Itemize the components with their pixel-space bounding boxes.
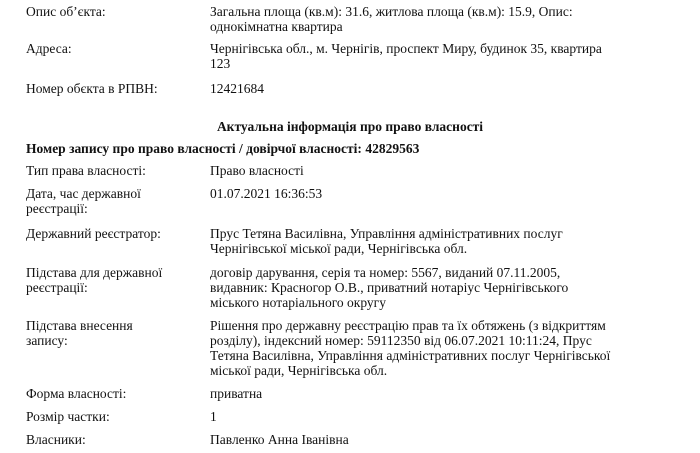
registration-basis-label-line: Підстава для державної — [26, 265, 163, 280]
registration-basis-label — [26, 265, 204, 295]
entry-basis-line: міської ради, Чернігівська обл. — [210, 363, 388, 378]
rpvn-value — [210, 81, 680, 96]
entry-basis-label-line: Підстава внесення — [26, 318, 133, 333]
registrar-line: Прус Тетяна Василівна, Управління адміністративних послуг — [210, 226, 563, 241]
registration-basis-line: міського нотаріального округу — [210, 295, 386, 310]
object-description-value — [210, 4, 680, 34]
record-number: 42829563 — [365, 141, 420, 156]
registration-date-text: 01.07.2021 16:36:53 — [210, 186, 323, 201]
entry-basis-value — [210, 318, 680, 378]
share-size-label: Розмір частки: — [26, 409, 110, 424]
address-line: 123 — [210, 56, 231, 71]
entry-basis-line: Тетяна Василівна, Управління адміністративних послуг Чернігівської — [210, 348, 611, 363]
owners-text: Павленко Анна Іванівна — [210, 432, 349, 447]
ownership-form-value — [210, 386, 680, 401]
entry-basis-label-line: запису: — [26, 333, 68, 348]
entry-basis-label — [26, 318, 204, 348]
entry-basis-line: Рішення про державну реєстрацію прав та їх обтяжень (з відкриттям — [210, 318, 606, 333]
ownership-form-label: Форма власності: — [26, 386, 127, 401]
rpvn-number: 12421684 — [210, 81, 264, 96]
registration-basis-line: договір дарування, серія та номер: 5567, виданий 07.11.2005, — [210, 265, 561, 280]
rpvn-label: Номер обєкта в РПВН: — [26, 81, 158, 96]
object-description-line: однокімнатна квартира — [210, 19, 343, 34]
registration-date-label-line: Дата, час державної — [26, 186, 141, 201]
owners-value — [210, 432, 680, 447]
object-description-label: Опис об’єкта: — [26, 4, 106, 19]
ownership-type-text: Право власності — [210, 163, 304, 178]
owners-label: Власники: — [26, 432, 86, 447]
registrar-value — [210, 226, 680, 256]
address-label: Адреса: — [26, 41, 72, 56]
object-description-line: Загальна площа (кв.м): 31.6, житлова площа (кв.м): 15.9, Опис: — [210, 4, 573, 19]
record-title — [26, 141, 419, 156]
share-size-value — [210, 409, 680, 424]
ownership-type-label: Тип права власності: — [26, 163, 146, 178]
record-label: Номер запису про право власності / довірчої власності: — [26, 141, 362, 156]
registration-basis-label-line: реєстрації: — [26, 280, 88, 295]
ownership-type-value — [210, 163, 680, 178]
registration-basis-value — [210, 265, 680, 310]
registration-date-label-line: реєстрації: — [26, 201, 88, 216]
address-value — [210, 41, 680, 71]
registration-basis-line: видавник: Красногор О.В., приватний нотаріус Чернігівського — [210, 280, 569, 295]
section-title: Актуальна інформація про право власності — [216, 119, 484, 134]
registrar-label: Державний реєстратор: — [26, 226, 161, 241]
registration-date-label — [26, 186, 204, 216]
registrar-line: Чернігівської міської ради, Чернігівська обл. — [210, 241, 468, 256]
registration-date-value — [210, 186, 680, 201]
share-size-text: 1 — [210, 409, 217, 424]
address-line: Чернігівська обл., м. Чернігів, проспект Миру, будинок 35, квартира — [210, 41, 602, 56]
entry-basis-line: розділу), індексний номер: 59112350 від 06.07.2021 10:11:24, Прус — [210, 333, 592, 348]
ownership-form-text: приватна — [210, 386, 263, 401]
